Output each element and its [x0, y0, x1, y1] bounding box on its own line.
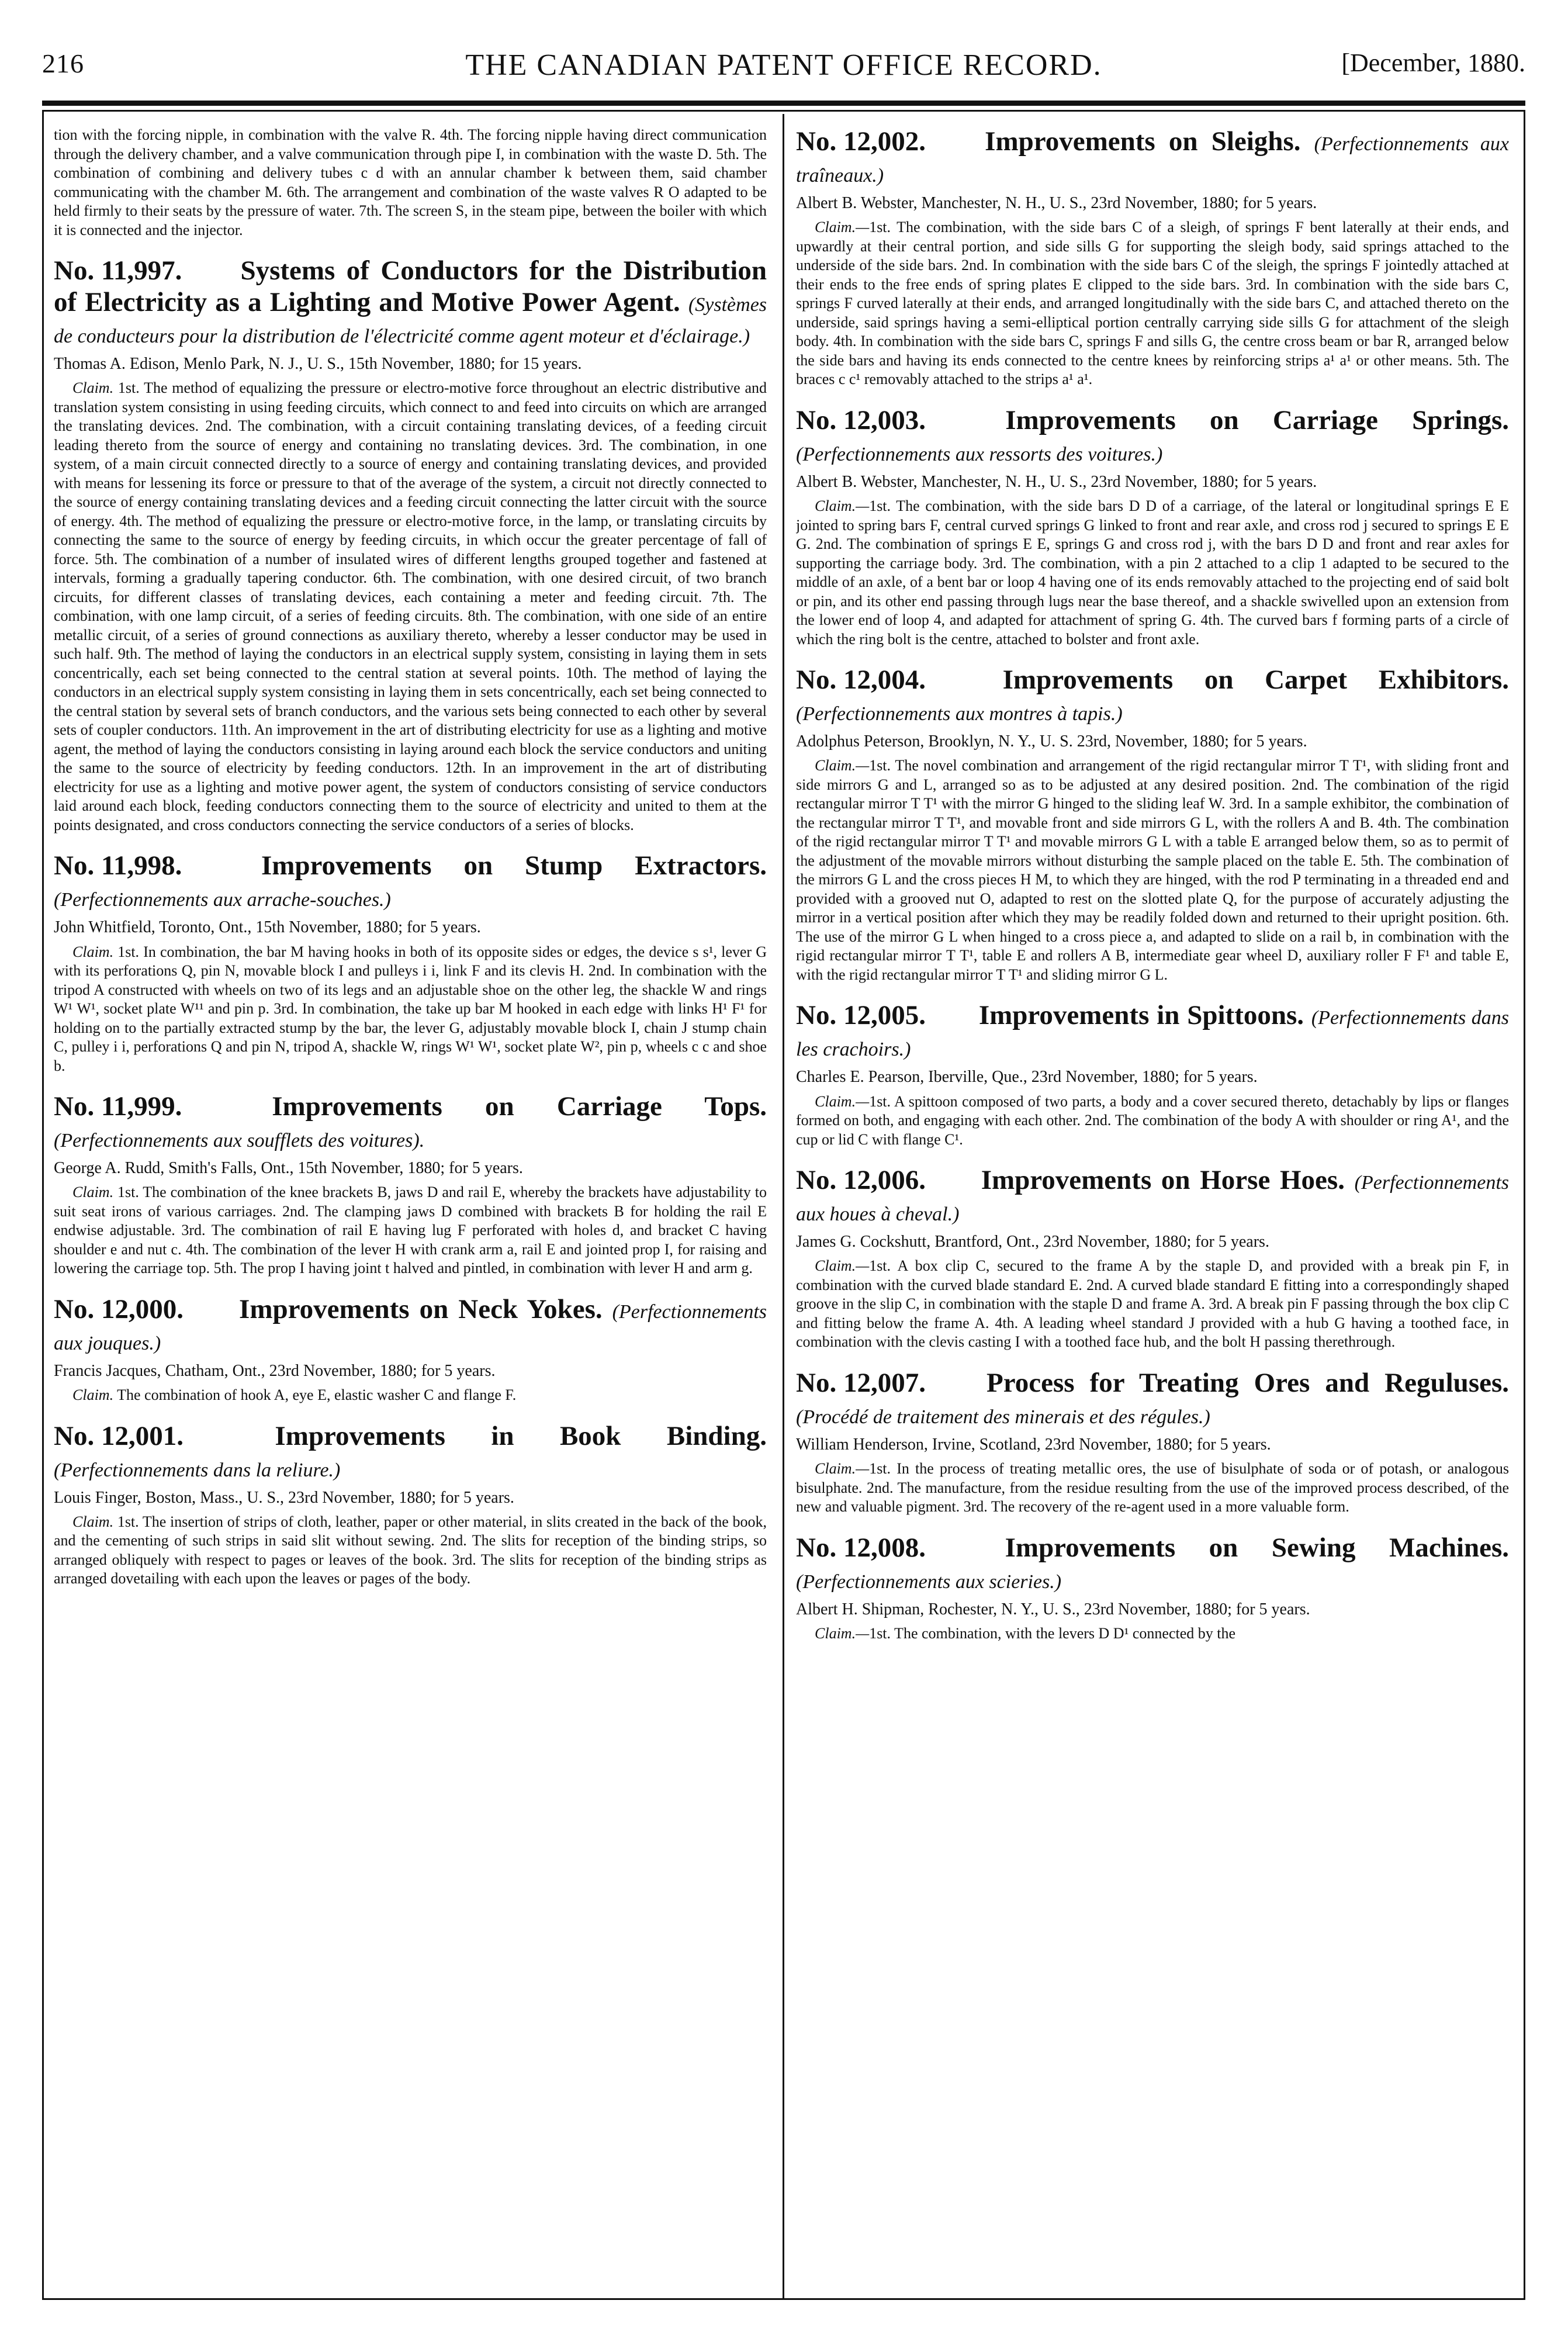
- claim-paragraph: [796, 1459, 1509, 1517]
- patent-french-title: (Perfectionnements aux jouques.): [54, 1300, 767, 1354]
- claim-paragraph: [796, 1624, 1509, 1644]
- patent-title: Improvements in Book Binding.: [275, 1420, 767, 1451]
- patent-title: Improvements on Carriage Tops.: [272, 1091, 767, 1122]
- patent-title: Improvements on Sewing Machines.: [1005, 1532, 1509, 1563]
- claim-text: 1st. The combination, with the side bars D D of a carriage, of the lateral or longitudinal springs E E jointed to spring bars F, central curved springs G linked to front and rear axle, and cross rod j secured to springs E E G. 2nd. The combination of springs E E, springs G and cross rod j, with the bars D D and front and rear axles for supporting the carriage body. 3rd. The combination, with a pin 2 attached to a clip 1 adapted to be secured to the middle of an axle, of a bent bar or loop 4 having one of its ends removably attached to the projecting end of said bolt or pin, and its other end passing through lugs near the base thereof, and a shackle swivelled upon an extension from the lower end of loop 4, and adapted for attachment of spring G. 4th. The curved bars f forming parts of a circle of which the ring bolt is the centre, attached to bolster and front axle.: [796, 497, 1509, 648]
- patent-french-title: (Perfectionnements aux arrache-souches.): [54, 889, 391, 911]
- patentee-line: Albert H. Shipman, Rochester, N. Y., U. S., 23rd November, 1880; for 5 years.: [796, 1600, 1310, 1618]
- patent-entry: [796, 1367, 1509, 1517]
- claim-text: 1st. In combination, the bar M having hooks in both of its opposite sides or edges, the device s s¹, lever G with its perforations Q, pin N, movable block I and pulleys i i, link F and its clevis H. 2nd. In combination with the tripod A constructed with wheels on two of its legs and an adjustable shoe on the other leg, the shackle W and rings W¹ W¹, socket plate W¹¹ and pin p. 3rd. In combination, the take up bar M hooked in each edge with links H¹ F¹ for holding on to the partially extracted stump by the bar, the lever G, adjustably movable block I, chain J stump chain C, pulley i i, perforations Q and pin N, tripod A, shackle W, rings W¹ W¹, socket plate W², pin p, wheels c c and shoe b.: [54, 943, 767, 1074]
- patent-title: Improvements on Neck Yokes.: [239, 1293, 603, 1324]
- patent-french-title: (Systèmes de conducteurs pour la distribution de l'électricité comme agent moteur et d'éclairage.): [54, 294, 767, 348]
- header-rule-thick: [42, 101, 1525, 106]
- patent-number: No. 12,008.: [796, 1532, 926, 1563]
- patent-title: Improvements on Stump Extractors.: [261, 850, 767, 881]
- patentee-line: John Whitfield, Toronto, Ont., 15th November, 1880; for 5 years.: [54, 918, 481, 937]
- patent-heading: [54, 1420, 767, 1483]
- claim-label: Claim.: [72, 943, 114, 960]
- claim-label: Claim.—: [815, 1092, 870, 1110]
- claim-paragraph: [796, 1257, 1509, 1352]
- claim-label: Claim.—: [815, 1257, 870, 1275]
- patent-title: Improvements in Spittoons.: [978, 1000, 1304, 1031]
- claim-label: Claim.—: [815, 1460, 870, 1477]
- patent-french-title: (Perfectionnements dans les crachoirs.): [796, 1007, 1509, 1061]
- page-number: 216: [42, 49, 84, 78]
- claim-label: Claim.: [72, 1386, 114, 1404]
- patentee-line: Adolphus Peterson, Brooklyn, N. Y., U. S. 23rd, November, 1880; for 5 years.: [796, 732, 1307, 751]
- patent-heading: [54, 850, 767, 913]
- patent-heading: [796, 999, 1509, 1063]
- claim-label: Claim.—: [815, 1624, 870, 1642]
- claim-text: 1st. A box clip C, secured to the frame A by the staple D, and provided with a break pin F, in combination with the curved blade standard E. 2nd. A curved blade standard E fitting into a correspondingly shaped groove in the slip C, in combination with the staple D and frame A. 3rd. A break pin F passing through the box clip C and fitting below the frame A. 4th. A leading wheel standard J provided with a hub G having a toothed face, in combination with the clevis casting I with a toothed face hub, and the bolt H passing therethrough.: [796, 1257, 1509, 1351]
- patent-number: No. 12,002.: [796, 126, 926, 157]
- patent-heading: [796, 1164, 1509, 1227]
- claim-paragraph: [54, 1386, 767, 1405]
- patent-entry: [54, 255, 767, 835]
- patent-french-title: (Perfectionnements aux montres à tapis.): [796, 703, 1123, 725]
- patent-entry: [796, 1532, 1509, 1644]
- patent-number: No. 11,997.: [54, 255, 182, 286]
- claim-text: 1st. The combination, with the side bars C of a sleigh, of springs F bent laterally at their ends, and upwardly at their central portion, and side sills G for supporting the sleigh body, said springs attached to the underside of the side bars. 2nd. In combination with the side bars C of the sleigh, the springs F jointedly attached at their ends to the free ends of spring plates E clipped to the side bars. 3rd. In combination with the side bars C, springs F curved laterally at their ends, and arranged longitudinally with the side bars C, and attached thereto on the underside, said springs having a semi-elliptical portion centrally carrying side sills G for attachment of the sleigh body. 4th. In combination with the side bars C, springs F and sills G, the centre cross beam or bar R, arranged below the side bars and having its ends connected to the centre knees by reinforcing strips a¹ a¹ or other means. 5th. The braces c c¹ removably attached to the strips a¹ a¹.: [796, 219, 1509, 388]
- claim-paragraph: [54, 1183, 767, 1278]
- patent-heading: [796, 664, 1509, 727]
- patent-number: No. 12,000.: [54, 1293, 184, 1324]
- claim-paragraph: [54, 943, 767, 1076]
- claim-text: 1st. In the process of treating metallic ores, the use of bisulphate of soda or of potash, or analogous bisulphate. 2nd. The manufacture, from the residue resulting from the use of the improved process described, of the new and valuable pigment. 3rd. The recovery of the re-agent used in a more valuable form.: [796, 1460, 1509, 1515]
- patent-french-title: (Perfectionnements aux scieries.): [796, 1571, 1062, 1593]
- claim-text: 1st. The combination of the knee brackets B, jaws D and rail E, whereby the brackets have adjustability to suit seat irons of various carriages. 2nd. The clamping jaws D combined with brackets B for holding the rail E endwise adjustable. 3rd. The combination of rail E having lug F perforated with holes d, and bracket C having shoulder e and nut c. 4th. The combination of the lever H with crank arm a, rail E and jointed prop I, for raising and lowering the carriage top. 5th. The prop I having joint t halved and pintled, in combination with lever H and arm g.: [54, 1184, 767, 1277]
- patent-french-title: (Perfectionnements aux ressorts des voitures.): [796, 443, 1163, 465]
- patent-number: No. 12,005.: [796, 1000, 926, 1031]
- patent-heading: [796, 404, 1509, 468]
- patent-heading: [54, 255, 767, 350]
- patent-heading: [796, 1532, 1509, 1595]
- patent-number: No. 12,001.: [54, 1420, 184, 1451]
- continuation-text: tion with the forcing nipple, in combination with the valve R. 4th. The forcing nipple having direct communication through the delivery chamber, and a valve communication through pipe I, in combination with the waste D. 5th. The combination of combining and delivery tubes c d with an annular chamber k between them, said chamber communicating with the chamber M. 6th. The arrangement and combination of the waste valves R O adapted to be held firmly to their seats by the pressure of water. 7th. The screen S, in the steam pipe, between the boiler with which it is connected and the injector.: [54, 126, 767, 238]
- patent-number: No. 12,007.: [796, 1367, 926, 1398]
- left-column: [54, 126, 767, 2285]
- patent-number: No. 11,998.: [54, 850, 182, 881]
- patentee-line: Albert B. Webster, Manchester, N. H., U. S., 23rd November, 1880; for 5 years.: [796, 472, 1317, 491]
- patent-title: Improvements on Horse Hoes.: [981, 1165, 1345, 1195]
- claim-label: Claim.—: [815, 757, 870, 774]
- claim-label: Claim.—: [815, 497, 870, 514]
- patent-heading: [54, 1091, 767, 1154]
- patentee-line: Francis Jacques, Chatham, Ont., 23rd November, 1880; for 5 years.: [54, 1361, 496, 1380]
- claim-text: 1st. A spittoon composed of two parts, a body and a cover secured thereto, detachably by lips or flanges formed on both, and engaging with each other. 2nd. The combination of the body A with shoulder or ring A¹, and the cup or lid C with flange C¹.: [796, 1092, 1509, 1148]
- claim-label: Claim.: [72, 1513, 114, 1530]
- patentee-line: Charles E. Pearson, Iberville, Que., 23rd November, 1880; for 5 years.: [796, 1068, 1258, 1087]
- claim-paragraph: [796, 497, 1509, 649]
- claim-text: 1st. The novel combination and arrangement of the rigid rectangular mirror T T¹, with sliding front and side mirrors G and L, arranged so as to be adjusted at any desired position. 2nd. The combination of the rigid rectangular mirror T T¹ with the mirror G hinged to the sliding leaf W. 3rd. In a sample exhibitor, the combination of the rectangular mirror T T¹, and movable front and side mirrors G L, with the rollers A and B. 4th. The combination of the rigid rectangular mirror T T¹ and movable mirrors G L with a table E arranged below them, so as to permit of the adjustment of the movable mirrors without disturbing the sample placed on the table E. 5th. The combination of the mirrors G L and the cross pieces H M, to which they are hinged, with the rod P terminating in a threaded end and provided with a grooved nut O, adapted to rest on the slotted plate Q, for the purpose of accurately adjusting the mirror in a vertical position after which they may be readily folded down and returned to their upright position. 6th. The use of the mirror G L when hinged to a cross piece a, and adapted to slide on a rail b, in combination with the rigid rectangular mirror T T¹, table E and rollers A B, intermediate gear wheel D, auxiliary roller F F¹ and table E, with the rigid rectangular mirror T T¹ and sliding mirror G L.: [796, 757, 1509, 983]
- patent-heading: [796, 1367, 1509, 1430]
- claim-text: 1st. The insertion of strips of cloth, leather, paper or other material, in slits created in the back of the book, and the cementing of such strips in said slit without sewing. 2nd. The slits for reception of the binding strips, so arranged obliquely with respect to pages or leaves of the book. 3rd. The slits for reception of the binding strips as arranged dovetailing with each upon the leaves or pages of the body.: [54, 1513, 767, 1587]
- claim-label: Claim.: [72, 1184, 114, 1201]
- claim-paragraph: [54, 1513, 767, 1589]
- patent-entry: [54, 850, 767, 1075]
- page-header: [42, 48, 1525, 83]
- patent-title: Improvements on Carriage Springs.: [1005, 404, 1509, 435]
- patent-entry: [54, 1091, 767, 1278]
- patent-number: No. 11,999.: [54, 1091, 182, 1122]
- patentee-line: George A. Rudd, Smith's Falls, Ont., 15th November, 1880; for 5 years.: [54, 1159, 523, 1178]
- patent-title: Improvements on Sleighs.: [985, 126, 1301, 157]
- patent-entry: [54, 1293, 767, 1405]
- right-column: [796, 126, 1509, 2285]
- claim-paragraph: [796, 756, 1509, 984]
- patentee-line: Thomas A. Edison, Menlo Park, N. J., U. S., 15th November, 1880; for 15 years.: [54, 355, 582, 373]
- patentee-line: Louis Finger, Boston, Mass., U. S., 23rd November, 1880; for 5 years.: [54, 1488, 514, 1507]
- patent-entry: [796, 999, 1509, 1149]
- column-divider: [783, 114, 784, 2300]
- patentee-line: James G. Cockshutt, Brantford, Ont., 23rd November, 1880; for 5 years.: [796, 1233, 1269, 1251]
- patent-number: No. 12,004.: [796, 665, 926, 695]
- journal-title: THE CANADIAN PATENT OFFICE RECORD.: [465, 49, 1102, 82]
- patent-entry: [796, 664, 1509, 984]
- claim-text: 1st. The method of equalizing the pressure or electro-motive force throughout an electric distributive and translation system consisting in using feeding circuits, which connect to and feed into circuits on which are arranged the translating devices. 2nd. The combination, with a circuit containing translating devices, of a feeding circuit leading thereto from the source of energy and containing no translating devices. 3rd. The combination, in one system, of a main circuit connected directly to a source of energy and containing translating devices, and provided with means for lessening its force or pressure to that of the average of the system, a circuit not directly connected to the source of energy containing translating devices and a feeding circuit connecting the latter circuit with the source of energy. 4th. The method of equalizing the pressure or electro-motive force, in the lamp, or translating circuits by connecting the same to the source of energy by feeding circuits, in which occur the greater percentage of fall of force. 5th. The combination of a number of insulated wires of different lengths grouped together and fastened at intervals, forming a gradually tapering conductor. 6th. The combination, with one desired circuit, of two branch circuits, for different classes of translating devices, each containing a meter and feeding circuit. 7th. The combination, with one lamp circuit, of a series of feeding circuits. 8th. The combination, with one side of an entire metallic circuit, of a series of ground connections as auxiliary thereto, whereby a lesser conductor may be used in such half. 9th. The method of laying the conductors in an electrical supply system, consisting in laying them in sets concentrically, each set being connected to the central station at several points. 10th. The method of laying the conductors in an electrical supply system consisting in laying them in sets concentrically, each set being connected to the central station by several sets of branch conductors, and the various sets being connected to each other by several sets of coupler conductors. 11th. An improvement in the art of distributing electricity for use as a lighting and motive agent, the method of laying the conductors consisting in laying around each block the service conductors and uniting the same to the source of electricity by feeding conductors. 12th. In an improvement in the art of distributing electricity for use as a lighting and motive power agent, the system of conductors consisting of service conductors laid around each block, feeding conductors connecting them to the source of electricity and united to them at the points designated, and cross conductors connecting the service conductors of a series of blocks.: [54, 379, 767, 833]
- issue-date: [December, 1880.: [1341, 49, 1525, 77]
- patent-french-title: (Perfectionnements aux traîneaux.): [796, 133, 1509, 187]
- patentee-line: Albert B. Webster, Manchester, N. H., U. S., 23rd November, 1880; for 5 years.: [796, 194, 1317, 213]
- patentee-line: William Henderson, Irvine, Scotland, 23rd November, 1880; for 5 years.: [796, 1435, 1271, 1454]
- patent-heading: [796, 126, 1509, 189]
- patent-french-title: (Perfectionnements aux houes à cheval.): [796, 1172, 1509, 1226]
- patent-number: No. 12,006.: [796, 1165, 926, 1195]
- patent-title: Improvements on Carpet Exhibitors.: [1002, 665, 1509, 695]
- patent-french-title: (Perfectionnements aux soufflets des voitures).: [54, 1130, 425, 1152]
- claim-label: Claim.: [72, 379, 114, 397]
- claim-label: Claim.—: [815, 219, 870, 236]
- patent-entry: [796, 404, 1509, 649]
- claim-paragraph: [796, 218, 1509, 389]
- patent-title: Systems of Conductors for the Distribution of Electricity as a Lighting and Motive Power Agent.: [54, 255, 767, 318]
- patent-heading: [54, 1293, 767, 1357]
- continued-claim: [54, 126, 767, 240]
- patent-french-title: (Procédé de traitement des minerais et des régules.): [796, 1406, 1210, 1428]
- claim-paragraph: [54, 379, 767, 835]
- patent-entry: [796, 1164, 1509, 1352]
- patent-entry: [54, 1420, 767, 1589]
- claim-paragraph: [796, 1092, 1509, 1150]
- claim-text: The combination of hook A, eye E, elastic washer C and flange F.: [117, 1386, 517, 1404]
- patent-french-title: (Perfectionnements dans la reliure.): [54, 1459, 341, 1481]
- patent-title: Process for Treating Ores and Reguluses.: [987, 1367, 1509, 1398]
- patent-number: No. 12,003.: [796, 404, 926, 435]
- patent-entry: [796, 126, 1509, 389]
- claim-text: 1st. The combination, with the levers D D¹ connected by the: [869, 1624, 1236, 1642]
